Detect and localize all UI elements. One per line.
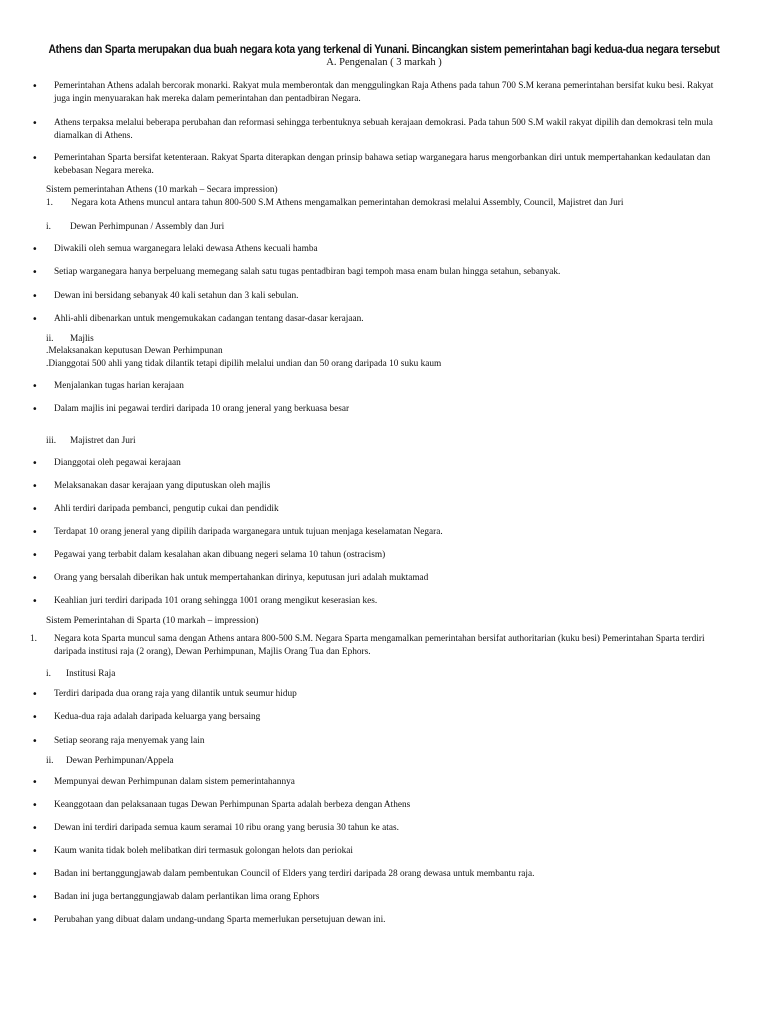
document-title: Athens dan Sparta merupakan dua buah negara kota yang terkenal di Yunani. Bincangkan sistem pemerintahan bagi kedua-dua negara tersebut <box>48 43 720 56</box>
athens-sub3-number: iii. <box>46 436 57 446</box>
section-heading-pengenalan: A. Pengenalan ( 3 markah ) <box>326 57 442 68</box>
athens-sub1-label: Dewan Perhimpunan / Assembly dan Juri <box>70 222 225 232</box>
athens-assembly-bullet: • Diwakili oleh semua warganegara lelaki dewasa Athens kecuali hamba <box>54 243 726 256</box>
athens-majlis-bullet: • Menjalankan tugas harian kerajaan <box>54 380 726 393</box>
athens-sub1-number: i. <box>46 222 51 232</box>
sparta-raja-bullet: • Terdiri daripada dua orang raja yang dilantik untuk seumur hidup <box>54 688 726 701</box>
athens-assembly-bullet: • Setiap warganegara hanya berpeluang memegang salah satu tugas pentadbiran bagi tempoh masa enam bulan hingga setahun, sebanyak. <box>54 266 726 279</box>
sparta-sub2-number: ii. <box>46 756 54 766</box>
intro-bullet: • Athens terpaksa melalui beberapa perubahan dan reformasi sehingga terbentuknya sebuah kerajaan demokrasi. Pada tahun 500 S.M wakil rakyat dipilih dan demokrasi teln mula diamalkan di Athens. <box>54 117 726 144</box>
athens-majistret-bullet: • Orang yang bersalah diberikan hak untuk mempertahankan dirinya, keputusan juri adalah muktamad <box>54 572 726 585</box>
athens-majlis-bullet: • Dalam majlis ini pegawai terdiri daripada 10 orang jeneral yang berkuasa besar <box>54 403 726 416</box>
sparta-dewan-bullet: • Badan ini bertanggungjawab dalam pembentukan Council of Elders yang terdiri daripada 28 orang dewasa untuk membantu raja. <box>54 868 726 881</box>
athens-sub2-label: Majlis <box>70 334 94 344</box>
athens-section-heading: Sistem pemerintahan Athens (10 markah – Secara impression) <box>46 185 278 195</box>
sparta-dewan-bullet: • Keanggotaan dan pelaksanaan tugas Dewan Perhimpunan Sparta adalah berbeza dengan Athens <box>54 799 726 812</box>
sparta-section-heading: Sistem Pemerintahan di Sparta (10 markah – impression) <box>46 616 259 626</box>
athens-sub3-label: Majistret dan Juri <box>70 436 136 446</box>
athens-majistret-bullet: • Pegawai yang terbabit dalam kesalahan akan dibuang negeri selama 10 tahun (ostracism) <box>54 549 726 562</box>
sparta-sub2-label: Dewan Perhimpunan/Appela <box>66 756 174 766</box>
sparta-raja-bullet: • Setiap seorang raja menyemak yang lain <box>54 735 726 748</box>
athens-majlis-line: .Dianggotai 500 ahli yang tidak dilantik tetapi dipilih melalui undian dan 50 orang daripada 10 suku kaum <box>46 359 442 369</box>
athens-point-number: 1. <box>46 198 53 208</box>
sparta-point-text: Negara kota Sparta muncul sama dengan Athens antara 800-500 S.M. Negara Sparta mengamalkan pemerintahan bersifat authoritarian (kuku besi) Pemerintahan Sparta terdiri daripada institusi raja (2 orang), Dewan Perhimpunan, Majlis Orang Tua dan Ephors. <box>54 634 705 658</box>
sparta-raja-bullet: • Kedua-dua raja adalah daripada keluarga yang bersaing <box>54 711 726 724</box>
sparta-point-number: 1. <box>30 634 37 644</box>
sparta-sub1-label: Institusi Raja <box>66 669 116 679</box>
sparta-dewan-bullet: • Mempunyai dewan Perhimpunan dalam sistem pemerintahannya <box>54 776 726 789</box>
athens-point-text: Negara kota Athens muncul antara tahun 800-500 S.M Athens mengamalkan pemerintahan demokrasi melalui Assembly, Council, Majistret dan Juri <box>71 198 624 208</box>
sparta-dewan-bullet: • Badan ini juga bertanggungjawab dalam perlantikan lima orang Ephors <box>54 891 726 904</box>
athens-sub2-number: ii. <box>46 334 54 344</box>
sparta-dewan-bullet: • Kaum wanita tidak boleh melibatkan diri termasuk golongan helots dan periokai <box>54 845 726 858</box>
athens-assembly-bullet: • Ahli-ahli dibenarkan untuk mengemukakan cadangan tentang dasar-dasar kerajaan. <box>54 313 726 326</box>
athens-assembly-bullet: • Dewan ini bersidang sebanyak 40 kali setahun dan 3 kali sebulan. <box>54 290 726 303</box>
intro-bullet: • Pemerintahan Athens adalah bercorak monarki. Rakyat mula memberontak dan menggulingkan Raja Athens pada tahun 700 S.M kerana pemerintahan bersifat kuku besi. Rakyat juga ingin menyuarakan hak mereka dalam pemerintahan dan pentadbiran Negara. <box>54 80 726 107</box>
sparta-dewan-bullet: • Perubahan yang dibuat dalam undang-undang Sparta memerlukan persetujuan dewan ini. <box>54 914 726 927</box>
athens-majistret-bullet: • Dianggotai oleh pegawai kerajaan <box>54 457 726 470</box>
athens-majistret-bullet: • Keahlian juri terdiri daripada 101 orang sehingga 1001 orang mengikut keserasian kes. <box>54 595 726 608</box>
athens-majistret-bullet: • Melaksanakan dasar kerajaan yang diputuskan oleh majlis <box>54 480 726 493</box>
intro-bullet: • Pemerintahan Sparta bersifat ketenteraan. Rakyat Sparta diterapkan dengan prinsip bahawa setiap warganegara harus mengorbankan diri untuk mempertahankan kedaulatan dan kebebasan Negara mereka. <box>54 152 726 179</box>
athens-majistret-bullet: • Ahli terdiri daripada pembanci, pengutip cukai dan pendidik <box>54 503 726 516</box>
athens-majistret-bullet: • Terdapat 10 orang jeneral yang dipilih daripada warganegara untuk tujuan menjaga keselamatan Negara. <box>54 526 726 539</box>
athens-majlis-line: .Melaksanakan keputusan Dewan Perhimpunan <box>46 346 223 356</box>
sparta-sub1-number: i. <box>46 669 51 679</box>
sparta-dewan-bullet: • Dewan ini terdiri daripada semua kaum seramai 10 ribu orang yang berusia 30 tahun ke atas. <box>54 822 726 835</box>
